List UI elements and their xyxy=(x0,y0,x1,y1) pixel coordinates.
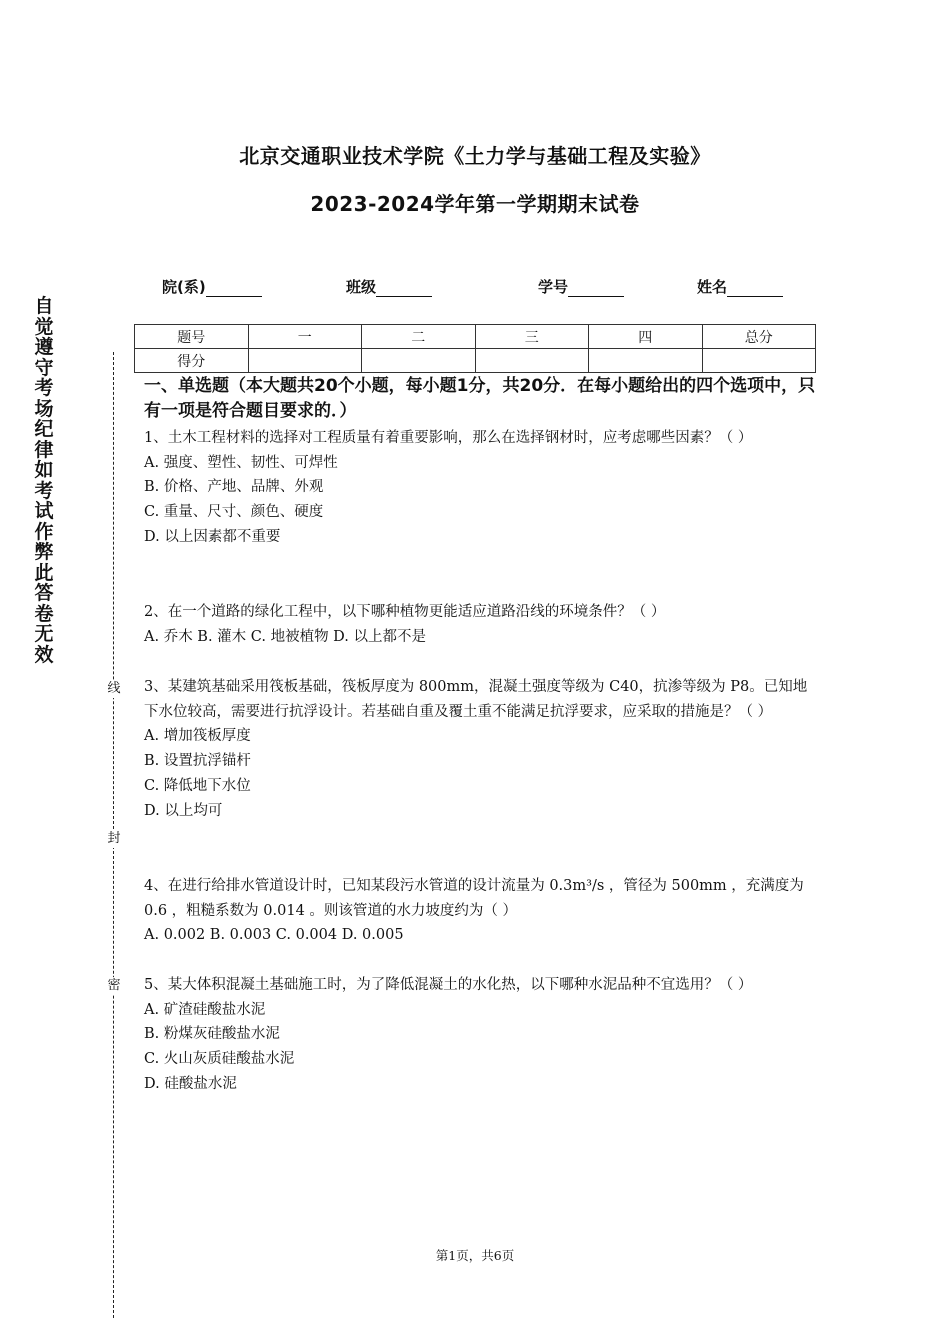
score-cell xyxy=(362,349,476,373)
question-stem: 3、某建筑基础采用筏板基础，筏板厚度为 800mm，混凝土强度等级为 C40，抗渗等级为 P8。已知地下水位较高，需要进行抗浮设计。若基础自重及覆土重不能满足抗浮要求，应采取的措施是？（ ） xyxy=(144,679,808,720)
student-info-row xyxy=(0,276,950,300)
question-stem: 1、土木工程材料的选择对工程质量有着重要影响，那么在选择钢材时，应考虑哪些因素？（ ） xyxy=(144,430,753,446)
option: A. 矿渣硅酸盐水泥 xyxy=(144,1001,266,1018)
section-heading: 一、单选题（本大题共20个小题，每小题1分，共20分．在每小题给出的四个选项中，只有一项是符合题目要求的．） xyxy=(144,376,816,421)
option: A. 强度、塑性、韧性、可焊性 xyxy=(144,454,338,471)
option: A. 增加筏板厚度 xyxy=(144,728,251,745)
option: C. 重量、尺寸、颜色、硬度 xyxy=(144,504,324,521)
exam-title-line2: 2023-2024学年第一学期期末试卷 xyxy=(310,192,640,216)
student-no-blank xyxy=(568,280,624,297)
question-1 xyxy=(144,426,816,550)
dept-field xyxy=(162,276,262,297)
class-label: 班级 xyxy=(346,278,377,296)
cut-mark-feng: 封 xyxy=(107,831,121,846)
question-stem: 5、某大体积混凝土基础施工时，为了降低混凝土的水化热，以下哪种水泥品种不宜选用？（ ） xyxy=(144,977,753,993)
name-field xyxy=(697,276,783,297)
option: D. 以上均可 xyxy=(144,802,223,819)
score-header-cell: 总分 xyxy=(702,325,816,349)
page-footer: 第1页，共6页 xyxy=(435,1248,515,1263)
student-no-field xyxy=(538,276,624,297)
score-table-header-row xyxy=(135,325,816,349)
option: A. 乔木 B. 灌木 C. 地被植物 D. 以上都不是 xyxy=(144,628,427,645)
score-header-cell: 三 xyxy=(475,325,589,349)
score-cell xyxy=(248,349,362,373)
score-header-cell: 二 xyxy=(362,325,476,349)
question-stem: 4、在进行给排水管道设计时，已知某段污水管道的设计流量为 0.3m³/s ，管径为 500mm ，充满度为 0.6 ，粗糙系数为 0.014 。则该管道的水力坡度约为（ ） xyxy=(144,878,804,919)
class-field xyxy=(346,276,432,297)
question-stem: 2、在一个道路的绿化工程中，以下哪种植物更能适应道路沿线的环境条件？（ ） xyxy=(144,604,666,620)
option: C. 火山灰质硅酸盐水泥 xyxy=(144,1051,295,1068)
score-cell xyxy=(589,349,703,373)
question-5 xyxy=(144,973,816,1097)
score-cell xyxy=(475,349,589,373)
option: D. 硅酸盐水泥 xyxy=(144,1075,237,1092)
score-cell xyxy=(702,349,816,373)
name-blank xyxy=(727,280,783,297)
option: B. 价格、产地、品牌、外观 xyxy=(144,479,324,496)
option: C. 降低地下水位 xyxy=(144,777,251,794)
student-no-label: 学号 xyxy=(538,278,569,296)
cut-mark-mi: 密 xyxy=(107,978,121,993)
question-2 xyxy=(144,600,816,649)
cut-mark-xian: 线 xyxy=(107,681,121,696)
exam-title-line1: 北京交通职业技术学院《土力学与基础工程及实验》 xyxy=(239,144,711,168)
name-label: 姓名 xyxy=(697,278,728,296)
question-4 xyxy=(144,874,816,948)
question-3 xyxy=(144,675,816,823)
side-notice: 自觉遵守考场纪律如考试作弊此答卷无效 xyxy=(34,295,54,666)
option: B. 设置抗浮锚杆 xyxy=(144,753,251,770)
score-table xyxy=(134,324,816,373)
dept-label: 院(系) xyxy=(162,278,206,296)
score-header-cell: 一 xyxy=(248,325,362,349)
score-header-cell: 四 xyxy=(589,325,703,349)
option: A. 0.002 B. 0.003 C. 0.004 D. 0.005 xyxy=(144,927,404,944)
score-row-label: 得分 xyxy=(135,349,249,373)
option: D. 以上因素都不重要 xyxy=(144,528,281,545)
score-table-score-row xyxy=(135,349,816,373)
dept-blank xyxy=(206,280,262,297)
score-header-cell: 题号 xyxy=(135,325,249,349)
option: B. 粉煤灰硅酸盐水泥 xyxy=(144,1026,280,1043)
class-blank xyxy=(376,280,432,297)
